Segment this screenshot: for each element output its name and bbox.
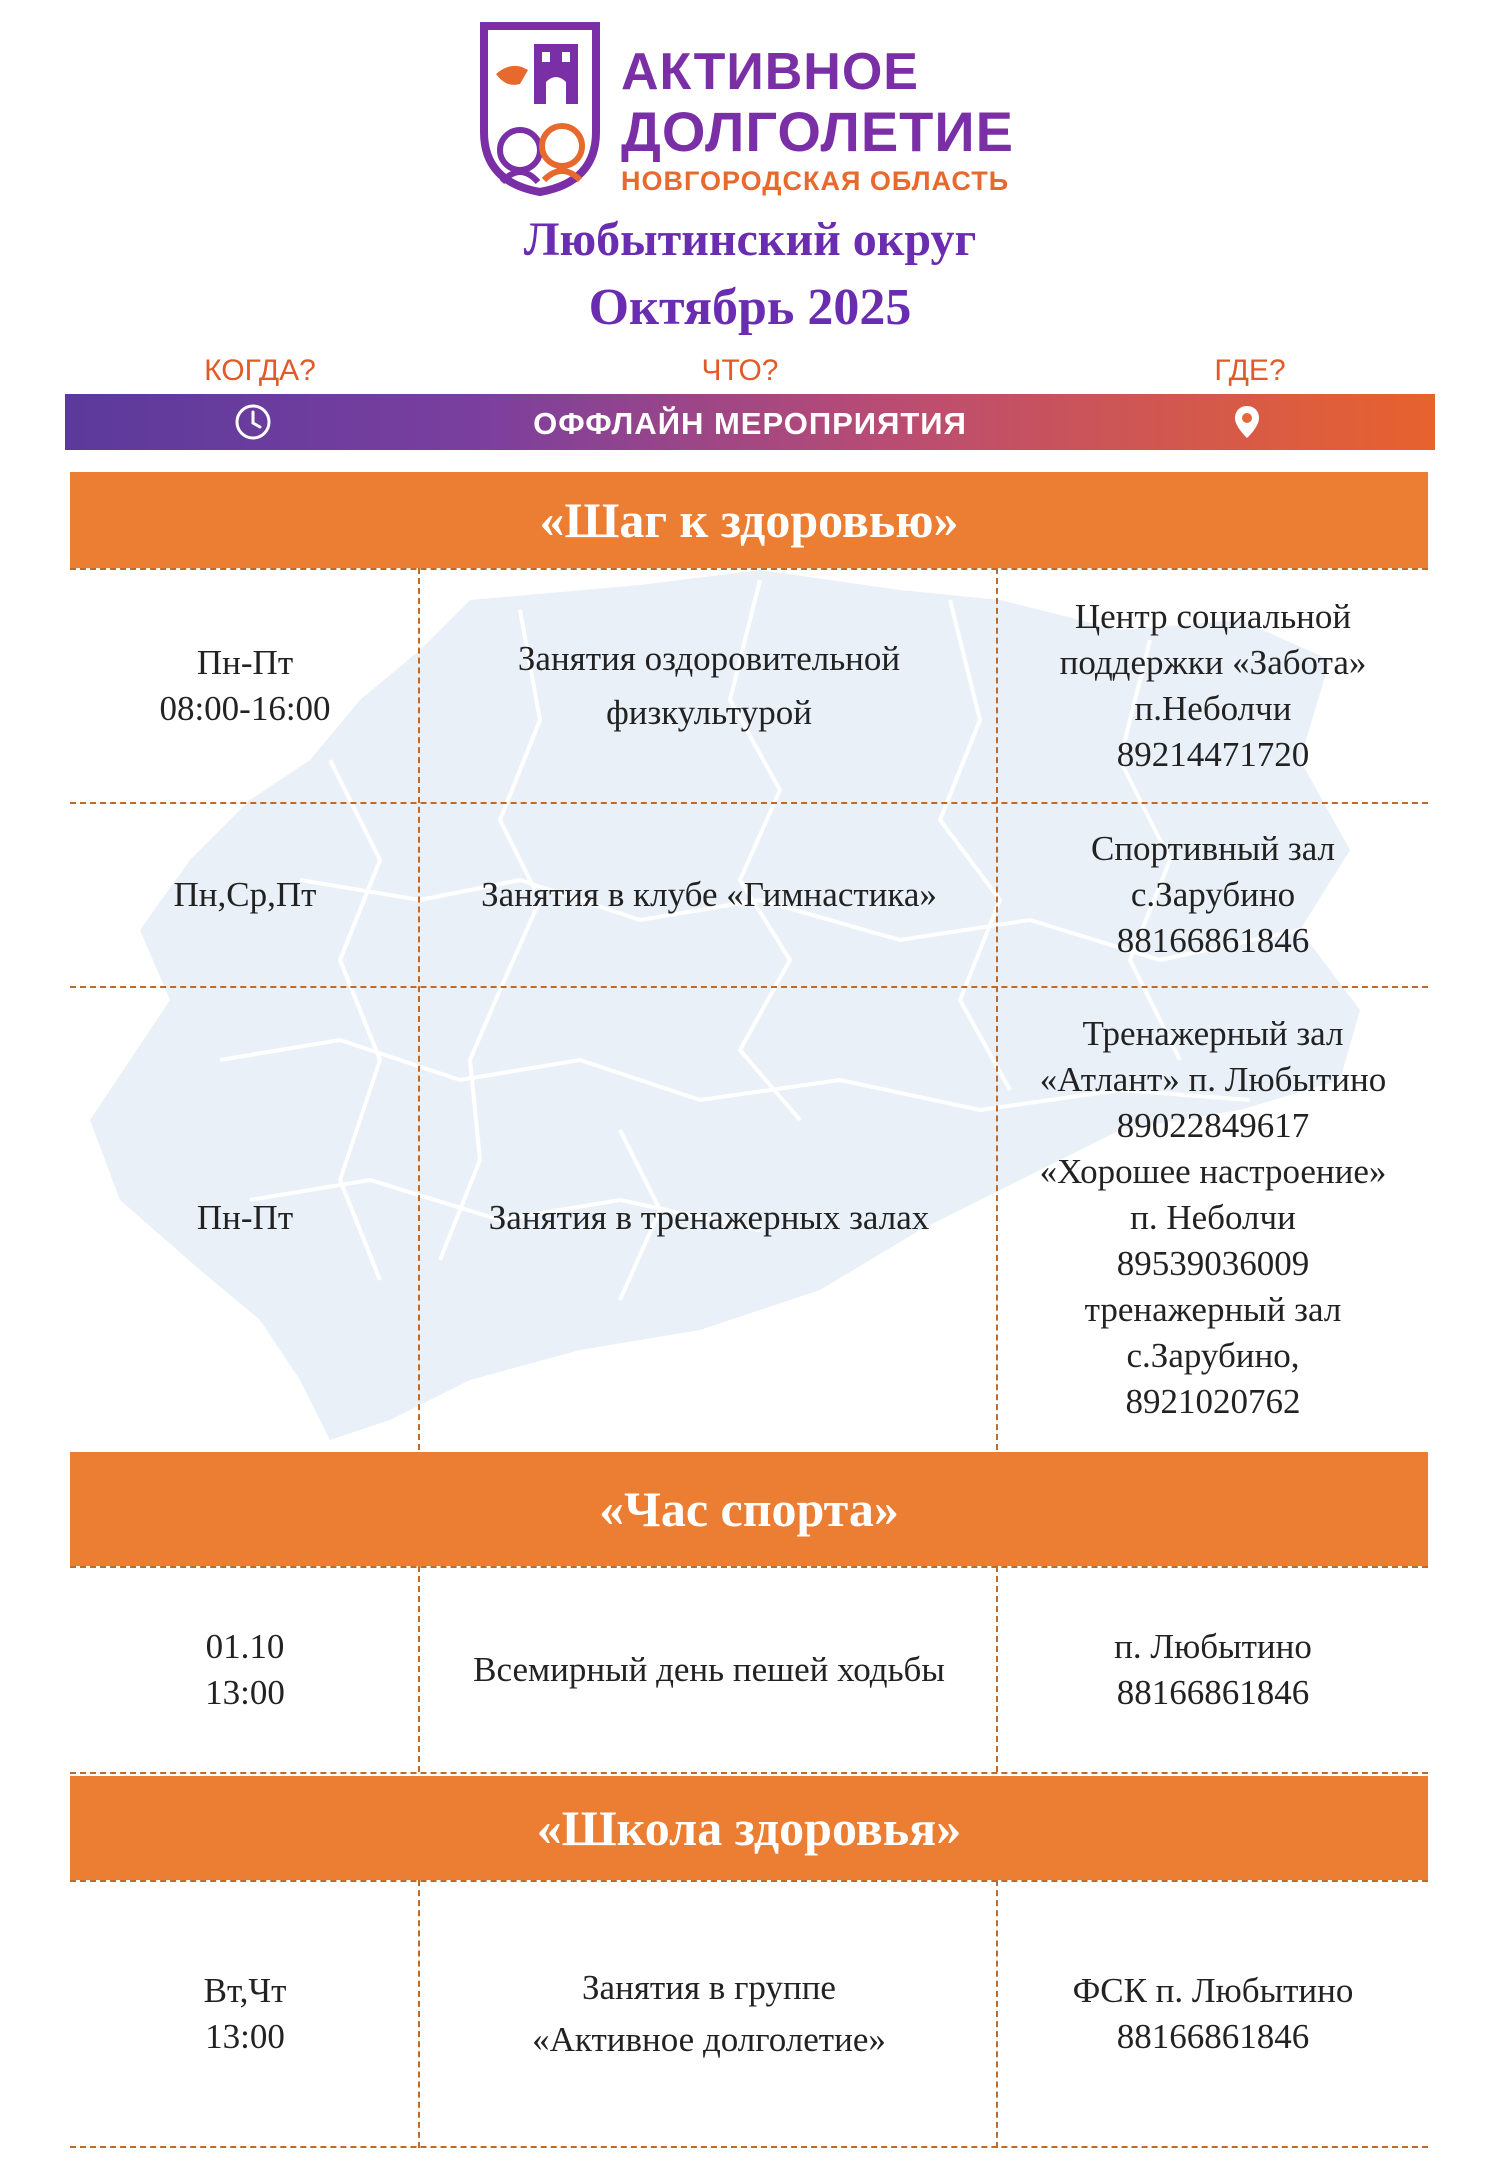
table-cell-where: ФСК п. Любытино 88166861846 — [1072, 1971, 1354, 2056]
column-divider — [996, 1566, 998, 1772]
row-divider — [70, 568, 1428, 570]
table-cell-when: Пн-Пт — [196, 1198, 294, 1237]
table-cell-where: Центр социальной поддержки «Забота» п.Неболчи 89214471720 — [1059, 597, 1367, 774]
row-divider — [70, 1566, 1428, 1568]
table-cell-what: Занятия в тренажерных залах — [488, 1198, 930, 1237]
row-divider — [70, 1772, 1428, 1774]
logo-line-3: НОВГОРОДСКАЯ ОБЛАСТЬ — [621, 166, 1010, 196]
section-header-health-school: «Школа здоровья» — [70, 1776, 1428, 1880]
banner-title: ОФФЛАЙН МЕРОПРИЯТИЯ — [533, 406, 967, 441]
column-where: ГДЕ? — [1214, 354, 1286, 387]
table-cell-when: Пн,Ср,Пт — [173, 875, 317, 914]
logo-emblem-icon — [476, 22, 604, 197]
column-what: ЧТО? — [701, 354, 779, 387]
month-title: Октябрь 2025 — [588, 279, 912, 336]
district-title: Любытинский округ — [523, 213, 977, 266]
table-cell-what: Занятия в группе «Активное долголетие» — [532, 1968, 886, 2059]
table-cell-what: Занятия в клубе «Гимнастика» — [481, 875, 937, 914]
table-cell-where: п. Любытино 88166861846 — [1114, 1627, 1312, 1712]
column-divider — [996, 1880, 998, 2148]
offline-events-banner — [65, 394, 1435, 450]
table-cell-when: Вт,Чт 13:00 — [203, 1971, 287, 2056]
column-divider — [418, 1566, 420, 1772]
column-divider — [996, 568, 998, 1450]
row-divider — [70, 986, 1428, 988]
column-divider — [418, 568, 420, 1450]
table-cell-when: 01.10 13:00 — [205, 1627, 285, 1712]
column-when: КОГДА? — [204, 354, 316, 387]
column-divider — [418, 1880, 420, 2148]
table-cell-where: Тренажерный зал «Атлант» п. Любытино 89022849617 «Хорошее настроение» п. Неболчи 89539036009 тренажерный зал с.Зарубино, 8921020762 — [1039, 1014, 1387, 1421]
table-cell-what: Занятия оздоровительной физкультурой — [517, 639, 901, 732]
row-divider — [70, 802, 1428, 804]
section-header-sport-hour: «Час спорта» — [70, 1452, 1428, 1566]
logo-line-2: ДОЛГОЛЕТИЕ — [621, 100, 1014, 163]
location-pin-icon — [1227, 402, 1267, 442]
section-header-step-to-health: «Шаг к здоровью» — [70, 472, 1428, 568]
logo — [476, 22, 1036, 197]
row-divider — [70, 2146, 1428, 2148]
row-divider — [70, 1880, 1428, 1882]
table-cell-where: Спортивный зал с.Зарубино 88166861846 — [1090, 829, 1336, 960]
table-cell-when: Пн-Пт 08:00-16:00 — [159, 643, 331, 728]
table-cell-what: Всемирный день пешей ходьбы — [473, 1650, 945, 1689]
logo-line-1: АКТИВНОЕ — [621, 43, 919, 101]
